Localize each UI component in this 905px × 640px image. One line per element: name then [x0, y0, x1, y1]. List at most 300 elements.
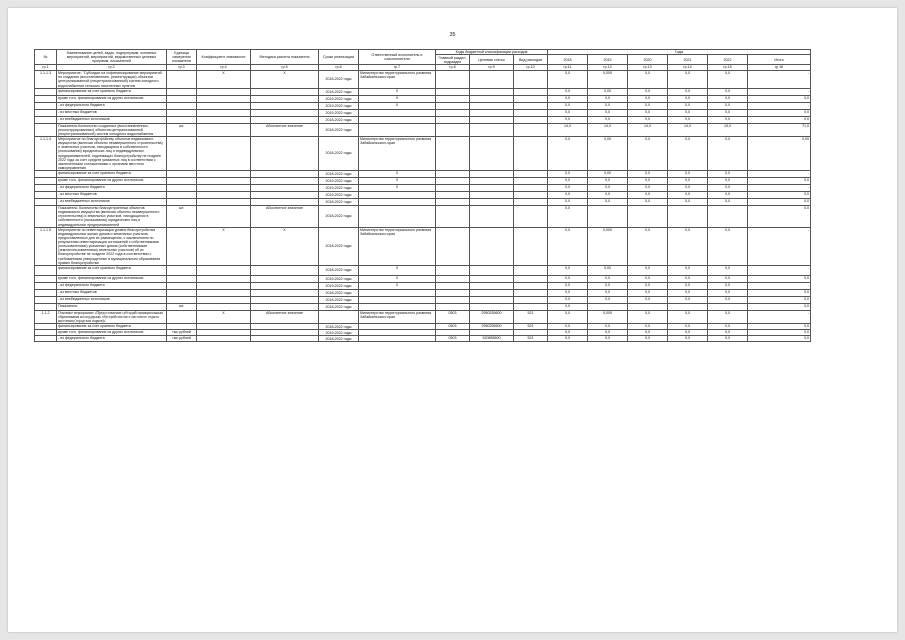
- colnum: гр.4: [197, 65, 251, 71]
- table-row: [35, 123, 811, 136]
- colnum: гр.2: [57, 65, 167, 71]
- row-year-value: 0,0: [668, 324, 708, 330]
- row-year-value: 14,0: [668, 123, 708, 136]
- row-target-article: [470, 289, 514, 296]
- row-section: [436, 303, 470, 310]
- row-coefficient: [197, 289, 251, 296]
- row-year-value: 0,00: [588, 265, 628, 275]
- row-year-value: 0,0: [628, 265, 668, 275]
- row-year-value: 0,00: [588, 137, 628, 171]
- row-unit: [167, 109, 197, 116]
- row-year-value: 0,0: [708, 102, 748, 109]
- row-method: [251, 171, 319, 178]
- row-method: [251, 88, 319, 95]
- row-expense-type: [514, 95, 548, 102]
- row-expense-type: [514, 171, 548, 178]
- row-year-value: 0,0: [588, 178, 628, 185]
- row-number: [35, 206, 57, 228]
- row-method: Абсолютное значение: [251, 123, 319, 136]
- row-section: [436, 185, 470, 192]
- row-coefficient: [197, 116, 251, 123]
- row-target-article: [470, 116, 514, 123]
- row-name: - из внебюджетных источников: [57, 199, 167, 206]
- row-terms: 2018-2022 годы: [319, 227, 359, 265]
- row-name: - из внебюджетных источников: [57, 116, 167, 123]
- row-method: [251, 296, 319, 303]
- row-year-value: 0,0: [628, 71, 668, 89]
- row-terms: 2018-2022 годы: [319, 88, 359, 95]
- row-year-value: 0,0: [628, 336, 668, 342]
- row-number: [35, 95, 57, 102]
- row-terms: 2018-2022 годы: [319, 137, 359, 171]
- row-total: -: [748, 265, 811, 275]
- row-year-value: 0,0: [628, 289, 668, 296]
- header-terms: Сроки реализации: [319, 50, 359, 65]
- header-total: Итого: [748, 55, 811, 65]
- row-year-value: 0,0: [668, 88, 708, 95]
- header-years: Годы: [548, 50, 811, 55]
- row-target-article: [470, 265, 514, 275]
- row-unit: [167, 88, 197, 95]
- table-row: [35, 109, 811, 116]
- row-name: Мероприятие по благоустройству объектов недвижимого имущества (включая объекты незавершенного строительства) и земельных участков, находящихся в собственности (пользовании) юридических лиц и индивидуальных предпринимателей, подлежащих благоустройству не позднее 2022 года за счет средств указанных лиц в соответствии с заключенными соглашениями с органами местного самоуправления: [57, 137, 167, 171]
- row-number: [35, 265, 57, 275]
- row-year-value: [628, 303, 668, 310]
- row-total: 0,0: [748, 296, 811, 303]
- header-target: Целевая статья: [470, 55, 514, 65]
- row-responsible: Министерство территориального развития Забайкальского края: [359, 71, 436, 89]
- row-target-article: [470, 282, 514, 289]
- colnum: гр.10: [514, 65, 548, 71]
- row-method: [251, 95, 319, 102]
- row-year-value: 0,0: [548, 102, 588, 109]
- row-year-value: 0,0: [708, 178, 748, 185]
- row-coefficient: [197, 303, 251, 310]
- row-method: [251, 265, 319, 275]
- row-year-value: 0,00: [588, 171, 628, 178]
- row-responsible: [359, 192, 436, 199]
- row-year-value: 0,0: [628, 178, 668, 185]
- table-header: [35, 50, 811, 71]
- row-year-value: 14,0: [628, 123, 668, 136]
- row-coefficient: [197, 336, 251, 342]
- row-year-value: [708, 206, 748, 228]
- row-total: -: [748, 282, 811, 289]
- table-row: [35, 227, 811, 265]
- row-expense-type: [514, 137, 548, 171]
- row-terms: 2019-2022 годы: [319, 109, 359, 116]
- row-year-value: 0,0: [548, 296, 588, 303]
- header-unit: Единица измерения показателя: [167, 50, 197, 65]
- row-year-value: 0,0: [708, 282, 748, 289]
- row-method: [251, 336, 319, 342]
- row-target-article: [470, 137, 514, 171]
- row-coefficient: [197, 282, 251, 289]
- row-unit: [167, 95, 197, 102]
- row-total: -: [748, 71, 811, 89]
- row-year-value: 0,0: [708, 336, 748, 342]
- header-2018: 2018: [548, 55, 588, 65]
- row-responsible: Министерство территориального развития Забайкальского края: [359, 137, 436, 171]
- header-section: Главный раздел, подраздел: [436, 55, 470, 65]
- row-number: 1.1.1.3: [35, 71, 57, 89]
- row-year-value: 0,0: [628, 296, 668, 303]
- row-year-value: 0,0: [548, 116, 588, 123]
- table-row: [35, 185, 811, 192]
- header-responsible: Ответственный исполнитель и соисполнители: [359, 50, 436, 65]
- row-expense-type: 521: [514, 310, 548, 323]
- row-method: [251, 289, 319, 296]
- row-target-article: [470, 95, 514, 102]
- row-section: 0503: [436, 310, 470, 323]
- row-unit: [167, 282, 197, 289]
- row-total: 71,0: [748, 123, 811, 136]
- row-year-value: 0,0: [708, 116, 748, 123]
- row-expense-type: [514, 71, 548, 89]
- row-target-article: [470, 206, 514, 228]
- row-year-value: 0,0: [708, 192, 748, 199]
- row-coefficient: [197, 265, 251, 275]
- row-responsible: Х: [359, 102, 436, 109]
- row-year-value: [668, 206, 708, 228]
- row-unit: [167, 199, 197, 206]
- row-responsible: Х: [359, 265, 436, 275]
- table-row: [35, 192, 811, 199]
- row-total: 0,0: [748, 206, 811, 228]
- row-year-value: 0,0: [548, 289, 588, 296]
- row-expense-type: [514, 102, 548, 109]
- row-number: [35, 199, 57, 206]
- row-responsible: [359, 289, 436, 296]
- row-section: [436, 192, 470, 199]
- row-name: Показатель:Количество созданных (восстановленных, реконструированных) объектов централизованной (нецентрализованной) систем холодного водоснабжения: [57, 123, 167, 136]
- row-coefficient: [197, 171, 251, 178]
- row-year-value: 0,0: [628, 199, 668, 206]
- table-row: [35, 282, 811, 289]
- header-method: Методика расчета показателя: [251, 50, 319, 65]
- page-number: 35: [449, 32, 456, 38]
- row-responsible: [359, 206, 436, 228]
- colnum: гр.16: [748, 65, 811, 71]
- row-terms: 2018-2022 годы: [319, 171, 359, 178]
- row-unit: тыс.рублей: [167, 336, 197, 342]
- row-expense-type: [514, 123, 548, 136]
- row-year-value: 0,0: [668, 310, 708, 323]
- row-year-value: 0,0: [668, 102, 708, 109]
- row-year-value: 0,0: [668, 71, 708, 89]
- row-year-value: 0,0: [628, 109, 668, 116]
- row-name: финансирование за счет краевого бюджета: [57, 171, 167, 178]
- row-total: 0,0: [748, 336, 811, 342]
- colnum: гр.11: [548, 65, 588, 71]
- table-body: [35, 71, 811, 342]
- row-year-value: 0,0: [548, 88, 588, 95]
- table-row: [35, 310, 811, 323]
- row-name: финансирование за счет краевого бюджета: [57, 88, 167, 95]
- row-year-value: 0,0: [708, 109, 748, 116]
- row-year-value: 14,0: [588, 123, 628, 136]
- row-year-value: 0,0: [548, 310, 588, 323]
- row-year-value: 0,0: [668, 116, 708, 123]
- row-unit: [167, 185, 197, 192]
- row-method: [251, 275, 319, 282]
- row-terms: 2018-2022 годы: [319, 199, 359, 206]
- row-terms: 2018-2022 годы: [319, 71, 359, 89]
- row-year-value: 0,0: [628, 88, 668, 95]
- row-year-value: 0,0: [668, 227, 708, 265]
- row-method: Х: [251, 227, 319, 265]
- row-number: [35, 185, 57, 192]
- row-method: Абсолютное значение: [251, 310, 319, 323]
- row-total: 0,0: [748, 178, 811, 185]
- row-year-value: 0,0: [548, 185, 588, 192]
- row-expense-type: 521: [514, 324, 548, 330]
- row-year-value: 0,0: [708, 330, 748, 336]
- row-total: -: [748, 227, 811, 265]
- row-year-value: 0,0: [628, 95, 668, 102]
- row-name: - из федерального бюджета: [57, 336, 167, 342]
- colnum: гр.3: [167, 65, 197, 71]
- row-target-article: [470, 109, 514, 116]
- row-section: [436, 282, 470, 289]
- row-total: 0,0: [748, 330, 811, 336]
- colnum: гр.13: [628, 65, 668, 71]
- table-row: [35, 275, 811, 282]
- row-year-value: 0,0: [708, 88, 748, 95]
- row-name: - из внебюджетных источников: [57, 296, 167, 303]
- row-method: [251, 137, 319, 171]
- row-method: [251, 192, 319, 199]
- row-year-value: 0,000: [588, 227, 628, 265]
- row-year-value: [588, 206, 628, 228]
- header-2022: 2022: [708, 55, 748, 65]
- row-unit: [167, 227, 197, 265]
- row-year-value: 0,0: [668, 109, 708, 116]
- row-target-article: [470, 123, 514, 136]
- row-year-value: 0,0: [548, 324, 588, 330]
- row-method: [251, 185, 319, 192]
- row-number: [35, 192, 57, 199]
- row-coefficient: [197, 95, 251, 102]
- table-row: [35, 296, 811, 303]
- row-year-value: 0,0: [548, 71, 588, 89]
- row-responsible: [359, 199, 436, 206]
- row-year-value: 0,0: [628, 192, 668, 199]
- row-section: [436, 227, 470, 265]
- row-target-article: [470, 227, 514, 265]
- row-year-value: 0,0: [668, 95, 708, 102]
- row-section: [436, 178, 470, 185]
- row-section: [436, 95, 470, 102]
- row-responsible: Х: [359, 88, 436, 95]
- row-year-value: 0,0: [708, 137, 748, 171]
- row-target-article: [470, 296, 514, 303]
- row-target-article: [470, 199, 514, 206]
- row-total: 0,0: [748, 192, 811, 199]
- row-expense-type: [514, 109, 548, 116]
- table-row: [35, 178, 811, 185]
- row-coefficient: [197, 206, 251, 228]
- row-year-value: 0,0: [668, 296, 708, 303]
- header-2021: 2021: [668, 55, 708, 65]
- row-target-article: [470, 275, 514, 282]
- row-responsible: Х: [359, 95, 436, 102]
- row-year-value: 15,0: [708, 123, 748, 136]
- row-total: 0,0: [748, 289, 811, 296]
- table-row: [35, 199, 811, 206]
- row-year-value: 0,0: [548, 336, 588, 342]
- row-year-value: 0,0: [548, 206, 588, 228]
- row-year-value: 0,0: [548, 199, 588, 206]
- header-name: Наименование целей, задач, подпрограмм, основных мероприятий, мероприятий, ведомственных целевых программ, показателей: [57, 50, 167, 65]
- row-unit: [167, 171, 197, 178]
- row-unit: шт.: [167, 206, 197, 228]
- row-unit: шт.: [167, 303, 197, 310]
- row-year-value: 0,0: [668, 192, 708, 199]
- row-year-value: 0,0: [668, 282, 708, 289]
- row-year-value: 0,0: [668, 336, 708, 342]
- row-year-value: 0,0: [668, 265, 708, 275]
- row-number: [35, 109, 57, 116]
- row-terms: 2019-2022 годы: [319, 275, 359, 282]
- row-year-value: 0,0: [548, 330, 588, 336]
- row-year-value: 0,0: [548, 95, 588, 102]
- table-row: [35, 171, 811, 178]
- row-number: [35, 275, 57, 282]
- row-year-value: 0,0: [588, 199, 628, 206]
- row-total: -: [748, 171, 811, 178]
- row-terms: 2019-2022 годы: [319, 178, 359, 185]
- row-terms: 2019-2022 годы: [319, 330, 359, 336]
- row-target-article: [470, 71, 514, 89]
- row-year-value: 0,0: [588, 109, 628, 116]
- row-year-value: 0,0: [628, 185, 668, 192]
- row-expense-type: [514, 116, 548, 123]
- row-responsible: Министерство территориального развития Забайкальского края: [359, 310, 436, 323]
- row-number: [35, 123, 57, 136]
- row-coefficient: [197, 192, 251, 199]
- row-coefficient: [197, 137, 251, 171]
- table-row: [35, 95, 811, 102]
- row-expense-type: [514, 206, 548, 228]
- row-year-value: 0,0: [548, 275, 588, 282]
- row-year-value: 14,0: [548, 123, 588, 136]
- row-year-value: [668, 303, 708, 310]
- row-year-value: 0,0: [588, 324, 628, 330]
- row-year-value: 0,0: [668, 289, 708, 296]
- row-terms: 2018-2022 годы: [319, 123, 359, 136]
- table-row: [35, 102, 811, 109]
- row-coefficient: [197, 199, 251, 206]
- header-budget-codes: Коды бюджетной классификации расходов: [436, 50, 548, 55]
- row-section: [436, 116, 470, 123]
- row-total: 0,0: [748, 95, 811, 102]
- row-section: [436, 102, 470, 109]
- row-section: [436, 88, 470, 95]
- row-year-value: 0,0: [708, 310, 748, 323]
- row-section: [436, 289, 470, 296]
- row-total: 0,0: [748, 324, 811, 330]
- row-method: [251, 178, 319, 185]
- row-name: - из местных бюджетов: [57, 289, 167, 296]
- row-year-value: 0,0: [588, 336, 628, 342]
- row-terms: 2018-2022 годы: [319, 296, 359, 303]
- row-year-value: 0,0: [548, 265, 588, 275]
- row-year-value: 0,0: [668, 275, 708, 282]
- row-responsible: Министерство территориального развития Забайкальского края: [359, 227, 436, 265]
- row-unit: [167, 116, 197, 123]
- row-responsible: [359, 109, 436, 116]
- row-year-value: 0,0: [548, 303, 588, 310]
- row-name: кроме того, финансирование из других источников:: [57, 178, 167, 185]
- row-expense-type: [514, 303, 548, 310]
- row-year-value: 0,0: [628, 227, 668, 265]
- row-responsible: Х: [359, 275, 436, 282]
- row-year-value: 0,0: [588, 289, 628, 296]
- row-year-value: 0,0: [708, 95, 748, 102]
- colnum: гр.9: [470, 65, 514, 71]
- row-name: Мероприятие: "Субсидии на софинансирование мероприятий по созданию (восстановлению, реконструкции) объектов централизованной (нецентрализованной) систем холодного водоснабжения сельских населенных пунктов: [57, 71, 167, 89]
- row-section: 0503: [436, 336, 470, 342]
- row-year-value: 0,0: [668, 137, 708, 171]
- row-number: 1.1.2: [35, 310, 57, 323]
- row-method: [251, 282, 319, 289]
- program-table: [34, 49, 811, 342]
- table-row: [35, 289, 811, 296]
- row-year-value: 0,0: [588, 330, 628, 336]
- row-total: -: [748, 102, 811, 109]
- row-total: -: [748, 88, 811, 95]
- row-year-value: 0,0: [588, 282, 628, 289]
- row-expense-type: [514, 185, 548, 192]
- row-name: - из федерального бюджета: [57, 185, 167, 192]
- row-unit: [167, 310, 197, 323]
- row-coefficient: [197, 102, 251, 109]
- row-terms: 2018-2022 годы: [319, 324, 359, 330]
- row-unit: тыс.рублей: [167, 330, 197, 336]
- row-responsible: Х: [359, 178, 436, 185]
- row-method: [251, 303, 319, 310]
- row-section: [436, 137, 470, 171]
- row-expense-type: [514, 88, 548, 95]
- row-method: [251, 109, 319, 116]
- row-coefficient: [197, 88, 251, 95]
- row-unit: [167, 178, 197, 185]
- row-terms: 2018-2022 годы: [319, 265, 359, 275]
- header-2020: 2020: [628, 55, 668, 65]
- row-number: [35, 102, 57, 109]
- table-row: [35, 206, 811, 228]
- row-number: [35, 336, 57, 342]
- row-year-value: 0,0: [548, 109, 588, 116]
- table-row: [35, 265, 811, 275]
- row-year-value: [708, 303, 748, 310]
- row-year-value: 0,0: [548, 282, 588, 289]
- row-expense-type: 521: [514, 336, 548, 342]
- row-year-value: 0,0: [708, 289, 748, 296]
- row-year-value: 0,0: [668, 178, 708, 185]
- colnum: гр.1: [35, 65, 57, 71]
- row-name: - из местных бюджетов: [57, 192, 167, 199]
- row-coefficient: Х: [197, 71, 251, 89]
- row-number: 1.1.1.5: [35, 227, 57, 265]
- row-unit: [167, 137, 197, 171]
- row-year-value: 0,0: [588, 296, 628, 303]
- row-total: 0,0: [748, 109, 811, 116]
- row-method: [251, 102, 319, 109]
- row-year-value: 0,0: [628, 282, 668, 289]
- row-number: [35, 303, 57, 310]
